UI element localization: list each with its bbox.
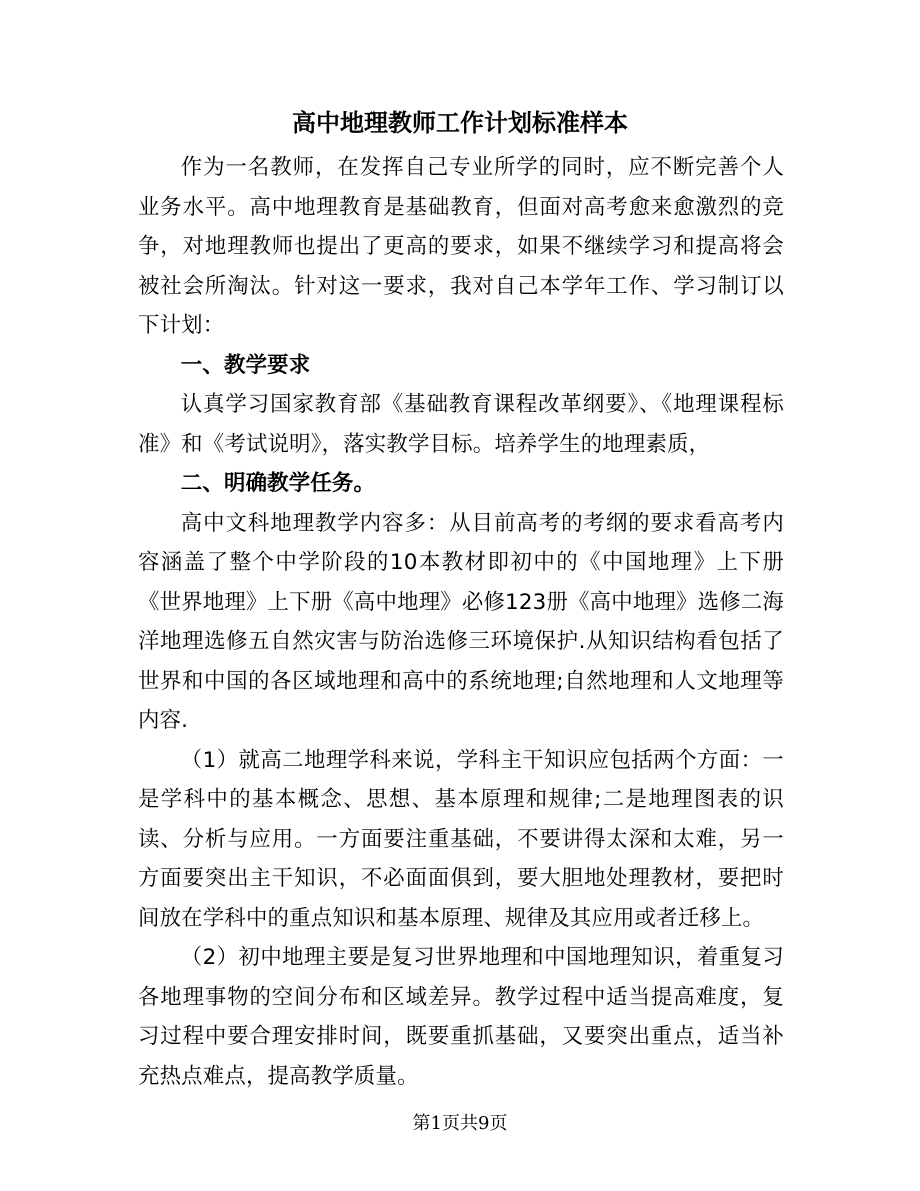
document-body <box>138 148 784 1096</box>
intro-paragraph: 作为一名教师，在发挥自己专业所学的同时，应不断完善个人业务水平。高中地理教育是基础教育，但面对高考愈来愈激烈的竞争，对地理教师也提出了更高的要求，如果不继续学习和提高将会被社会所淘汰。针对这一要求，我对自己本学年工作、学习制订以下计划： <box>138 155 784 338</box>
page-number-footer: 第1页共9页 <box>412 1113 508 1134</box>
section-heading-teaching-tasks: 二、明确教学任务。 <box>180 471 376 496</box>
teaching-content-paragraph: 高中文科地理教学内容多：从目前高考的考纲的要求看高考内容涵盖了整个中学阶段的10本教材即初中的《中国地理》上下册《世界地理》上下册《高中地理》必修123册《高中地理》选修二海洋地理选修五自然灾害与防治选修三环境保护.从知识结构看包括了世界和中国的各区域地理和高中的系统地理;自然地理和人文地理等内容. <box>138 510 784 733</box>
point-1-paragraph: （1）就高二地理学科来说，学科主干知识应包括两个方面：一是学科中的基本概念、思想、基本原理和规律;二是地理图表的识读、分析与应用。一方面要注重基础，不要讲得太深和太难，另一方面要突出主干知识，不必面面俱到，要大胆地处理教材，要把时间放在学科中的重点知识和基本原理、规律及其应用或者迁移上。 <box>138 747 784 931</box>
teaching-requirements-paragraph: 认真学习国家教育部《基础教育课程改革纲要》、《地理课程标准》和《考试说明》，落实教学目标。培养学生的地理素质， <box>138 392 784 457</box>
document-title: 高中地理教师工作计划标准样本 <box>292 108 628 137</box>
section-heading-teaching-requirements: 一、教学要求 <box>180 352 311 378</box>
point-2-paragraph: （2）初中地理主要是复习世界地理和中国地理知识，着重复习各地理事物的空间分布和区域差异。教学过程中适当提高难度，复习过程中要合理安排时间，既要重抓基础，又要突出重点，适当补充热点难点，提高教学质量。 <box>138 945 784 1089</box>
